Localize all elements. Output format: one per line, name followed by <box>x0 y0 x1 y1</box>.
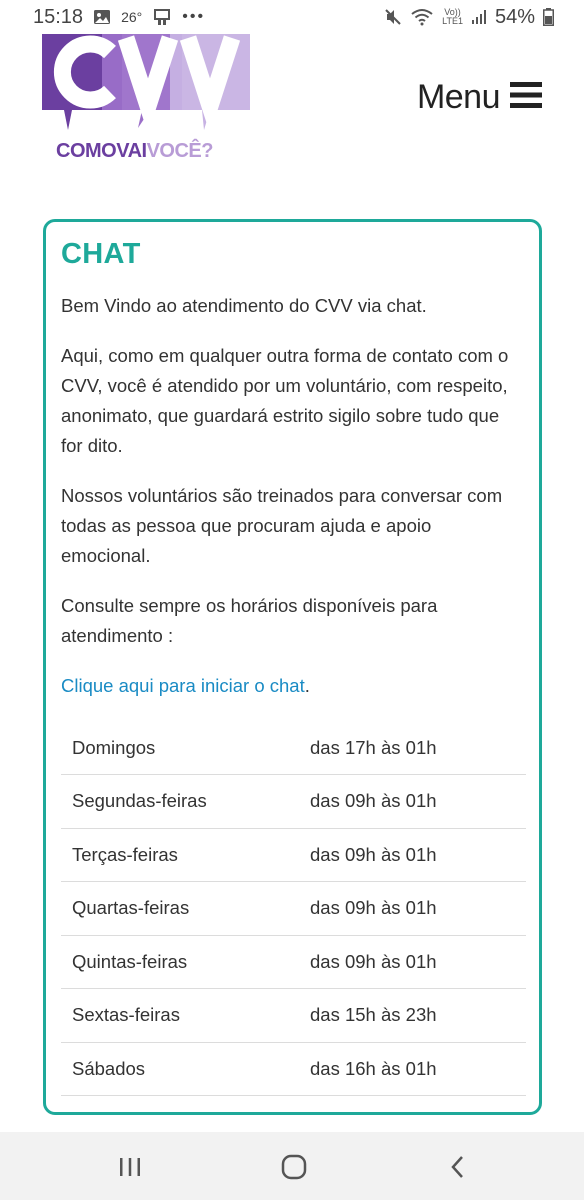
schedule-day: Quartas-feiras <box>61 882 310 936</box>
schedule-hours: das 09h às 01h <box>310 775 526 829</box>
chat-link-paragraph <box>61 671 524 701</box>
cvv-logo-mark <box>42 34 252 142</box>
schedule-hours: das 16h às 01h <box>310 1042 526 1096</box>
logo-tagline: COMOVAIVOCÊ? <box>56 140 213 162</box>
chat-card <box>43 219 542 1115</box>
status-more: ••• <box>182 8 206 25</box>
schedule-day: Sábados <box>61 1042 310 1096</box>
weather-icon <box>121 9 142 25</box>
mute-icon <box>384 8 402 26</box>
table-row <box>61 828 526 882</box>
schedule-day: Terças-feiras <box>61 828 310 882</box>
table-row <box>61 882 526 936</box>
lte-indicator: Vo)) LTE1 <box>442 7 463 26</box>
schedule-hours: das 09h às 01h <box>310 828 526 882</box>
status-time: 15:18 <box>33 5 84 28</box>
battery-percent: 54% <box>494 5 535 28</box>
reader-icon <box>152 8 172 26</box>
link-suffix: . <box>304 675 310 696</box>
contact-paragraph: Aqui, como em qualquer outra forma de contato com o CVV, você é atendido por um voluntário, com respeito, anonimato, que guardará estrito sigilo sobre tudo que for dito. <box>61 345 509 456</box>
schedule-hours: das 15h às 23h <box>310 989 526 1043</box>
battery-icon <box>543 8 554 26</box>
welcome-paragraph: Bem Vindo ao atendimento do CVV via chat. <box>61 295 427 316</box>
schedule-table <box>61 721 526 1096</box>
site-header <box>0 34 584 174</box>
hamburger-icon <box>510 81 542 114</box>
table-row <box>61 775 526 829</box>
table-row <box>61 721 526 775</box>
recent-apps-icon[interactable] <box>115 1152 145 1182</box>
volunteers-paragraph: Nossos voluntários são treinados para conversar com todas as pessoa que procuram ajuda e apoio emocional. <box>61 485 503 566</box>
schedule-hours: das 17h às 01h <box>310 721 526 775</box>
menu-label: Menu <box>416 78 500 116</box>
schedule-hours: das 09h às 01h <box>310 935 526 989</box>
system-nav-bar <box>0 1132 584 1200</box>
home-icon[interactable] <box>279 1152 309 1182</box>
gallery-icon <box>93 9 111 25</box>
signal-icon <box>471 9 487 25</box>
schedule-day: Sextas-feiras <box>61 989 310 1043</box>
schedule-day: Domingos <box>61 721 310 775</box>
status-bar <box>0 0 584 34</box>
wifi-icon <box>410 8 434 26</box>
table-row <box>61 1042 526 1096</box>
cvv-logo[interactable] <box>42 34 252 168</box>
table-row <box>61 989 526 1043</box>
start-chat-link[interactable]: Clique aqui para iniciar o chat <box>61 675 305 696</box>
schedule-day: Segundas-feiras <box>61 775 310 829</box>
table-row <box>61 935 526 989</box>
card-title: CHAT <box>61 238 141 270</box>
schedule-day: Quintas-feiras <box>61 935 310 989</box>
schedule-intro-paragraph: Consulte sempre os horários disponíveis para atendimento : <box>61 595 438 646</box>
status-temperature: 26° <box>121 9 143 25</box>
schedule-hours: das 09h às 01h <box>310 882 526 936</box>
menu-button[interactable] <box>417 78 542 117</box>
back-icon[interactable] <box>443 1152 473 1182</box>
